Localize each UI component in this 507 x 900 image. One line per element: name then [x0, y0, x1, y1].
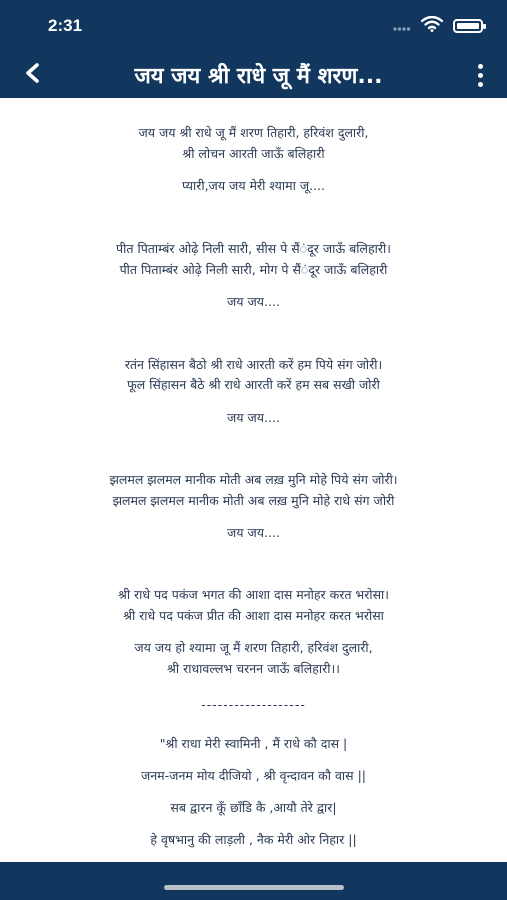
lyric-line: श्री लोचन आरती जाऊँ बलिहारी — [182, 146, 325, 161]
doha-line: सब द्वारन कूँ छाँडि कै ,आयौ तेरे द्वार| — [170, 800, 337, 815]
navigation-bar — [0, 52, 507, 98]
back-button[interactable] — [12, 55, 52, 95]
lyric-line: फूल सिंहासन बैठे श्री राधे आरती करें हम सब सखी जोरी — [127, 377, 380, 392]
lyric-line: पीत पिताम्बंर ओढ़े निली सारी, मोग पे सैं◌ंदूर जाऊँ बलिहारी — [119, 262, 388, 277]
lyric-line: जय जय.... — [227, 294, 280, 309]
lyric-line: पीत पिताम्बंर ओढ़े निली सारी, सीस पे सैं◌ंदूर जाऊँ बलिहारी। — [116, 241, 391, 256]
section-divider: ------------------- — [201, 697, 306, 712]
more-options-button[interactable] — [465, 55, 495, 95]
lyric-line: झलमल झलमल मानीक मोती अब लख़ मुनि मोहे पिये संग जोरी। — [109, 472, 398, 487]
lyric-line: जय जय श्री राधे जू मैं शरण तिहारी, हरिवंश दुलारी, — [138, 125, 369, 140]
status-time: 2:31 — [48, 16, 83, 35]
doha-line: "श्री राधा मेरी स्वामिनी , मैं राधे कौ दास | — [159, 736, 348, 751]
home-indicator[interactable] — [164, 885, 344, 890]
lyric-line: झलमल झलमल मानीक मोती अब लख़ मुनि मोहे राधे संग जोरी — [112, 493, 395, 508]
page-title: जय जय श्री राधे जू मैं शरण... — [134, 64, 383, 89]
wifi-icon — [421, 16, 443, 36]
status-icons — [393, 16, 483, 36]
doha-line: जनम-जनम मोय दीजियो , श्री वृन्दावन कौ वास || — [140, 768, 367, 783]
lyric-line: जय जय.... — [227, 410, 280, 425]
lyric-line: श्री राधे पद पकंज भगत की आशा दास मनोहर करत भरोसा। — [118, 587, 389, 602]
more-vertical-icon — [478, 64, 483, 69]
lyrics-content — [0, 98, 507, 862]
lyric-line: प्यारी,जय जय मेरी श्यामा जू.... — [181, 178, 326, 193]
lyric-line: श्री राधे पद पकंज प्रीत की आशा दास मनोहर करत भरोसा — [123, 608, 384, 623]
bottom-bar — [0, 862, 507, 900]
chevron-left-icon — [23, 63, 41, 87]
app-header — [0, 0, 507, 98]
lyric-line: श्री राधावल्लभ चरनन जाऊँ बलिहारी।। — [167, 661, 340, 676]
lyric-line: रतंन सिंहासन बैठो श्री राधे आरती करें हम पिये संग जोरी। — [124, 357, 383, 372]
doha-line: हे वृषभानु की लाड़ली , नैक मेरी ओर निहार || — [150, 832, 357, 847]
lyric-line: जय जय हो श्यामा जू मैं शरण तिहारी, हरिवंश दुलारी, — [134, 640, 373, 655]
cellular-dots-icon — [393, 17, 411, 36]
lyric-line: जय जय.... — [227, 525, 280, 540]
battery-icon — [453, 19, 483, 33]
